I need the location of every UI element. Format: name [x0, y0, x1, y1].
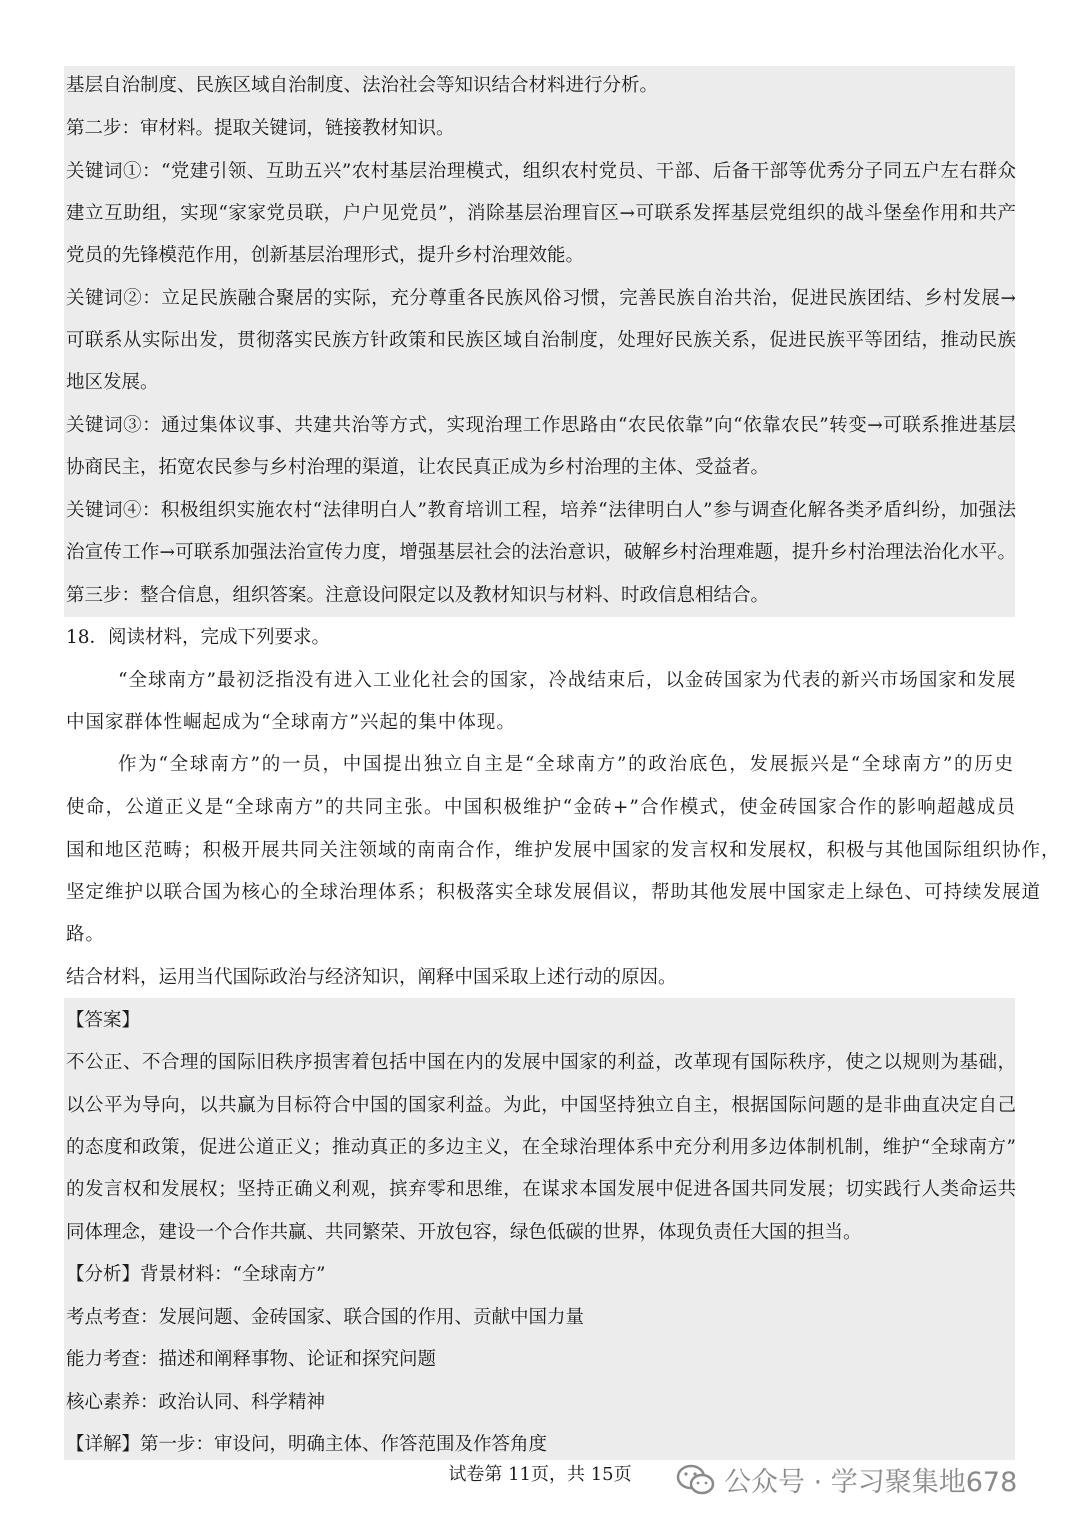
analysis-line: 能力考查：描述和阐释事物、论证和探究问题 — [66, 1349, 437, 1370]
material-line: 使命，公道正义是“全球南方”的共同主张。中国积极维护“金砖+”合作模式，使金砖国家合作的影响超越成员 — [66, 797, 1016, 818]
material-line: 坚定维护以联合国为核心的全球治理体系；积极落实全球发展倡议，帮助其他发展中国家走上绿色、可持续发展道 — [66, 882, 1042, 903]
text-line: 基层自治制度、民族区域自治制度、法治社会等知识结合材料进行分析。 — [66, 75, 659, 96]
watermark-text: 公众号 · 学习聚集地678 — [724, 1467, 1018, 1498]
answer-line: 的发言权和发展权；坚持正确义利观，摈弃零和思维，在谋求本国发展中促进各国共同发展；切实践行人类命运共 — [66, 1179, 1016, 1200]
analysis-line: 核心素养：政治认同、科学精神 — [66, 1392, 326, 1413]
analysis-heading: 【分析】背景材料：“全球南方” — [66, 1264, 326, 1285]
answer-line: 不公正、不合理的国际旧秩序损害着包括中国在内的发展中国家的利益，改革现有国际秩序，使之以规则为基础， — [66, 1052, 1016, 1073]
watermark — [676, 1460, 1017, 1499]
analysis-line: 考点考查：发展问题、金砖国家、联合国的作用、贡献中国力量 — [66, 1307, 585, 1328]
text-line: 关键词②：立足民族融合聚居的实际，充分尊重各民族风俗习惯，完善民族自治共治，促进民族团结、乡村发展→ — [66, 288, 1016, 309]
answer-heading: 【答案】 — [66, 1010, 141, 1031]
material-line: 中国家群体性崛起成为“全球南方”兴起的集中体现。 — [66, 712, 516, 733]
text-line: 第三步：整合信息，组织答案。注意设问限定以及教材知识与材料、时政信息相结合。 — [66, 585, 770, 606]
text-line: 党员的先锋模范作用，创新基层治理形式，提升乡村治理效能。 — [66, 245, 585, 266]
page-footer: 试卷第 11页，共 15页 — [448, 1464, 632, 1485]
wechat-icon — [676, 1464, 716, 1496]
text-line: 地区发展。 — [66, 372, 159, 393]
text-line: 关键词①：“党建引领、互助五兴”农村基层治理模式，组织农村党员、干部、后备干部等优秀分子同五户左右群众 — [66, 161, 1016, 182]
text-line: 治宣传工作→可联系加强法治宣传力度，增强基层社会的法治意识，破解乡村治理难题，提升乡村治理法治化水平。 — [66, 542, 1016, 563]
text-line: 关键词④：积极组织实施农村“法律明白人”教育培训工程，培养“法律明白人”参与调查化解各类矛盾纠纷，加强法 — [66, 500, 1016, 521]
detail-heading: 【详解】第一步：审设问，明确主体、作答范围及作答角度 — [66, 1434, 548, 1455]
material-line: 国和地区范畴；积极开展共同关注领域的南南合作，维护发展中国家的发言权和发展权，积极与其他国际组织协作， — [66, 840, 1061, 861]
material-line: 路。 — [66, 924, 106, 945]
material-line: 作为“全球南方”的一员，中国提出独立自主是“全球南方”的政治底色，发展振兴是“全球南方”的历史 — [118, 754, 1014, 775]
answer-line: 以公平为导向，以共赢为目标符合中国的国家利益。为此，中国坚持独立自主，根据国际问题的是非曲直决定自己 — [66, 1095, 1016, 1116]
answer-line: 的态度和政策，促进公道正义；推动真正的多边主义，在全球治理体系中充分利用多边体制机制，维护“全球南方” — [66, 1137, 1016, 1158]
text-line: 关键词③：通过集体议事、共建共治等方式，实现治理工作思路由“农民依靠”向“依靠农民”转变→可联系推进基层 — [66, 415, 1016, 436]
answer-line: 同体理念，建设一个合作共赢、共同繁荣、开放包容，绿色低碳的世界，体现负责任大国的担当。 — [66, 1222, 862, 1243]
text-line: 协商民主，拓宽农民参与乡村治理的渠道，让农民真正成为乡村治理的主体、受益者。 — [66, 457, 770, 478]
text-line: 建立互助组，实现“家家党员联，户户见党员”，消除基层治理盲区→可联系发挥基层党组织的战斗堡垒作用和共产 — [66, 203, 1016, 224]
text-line: 可联系从实际出发，贯彻落实民族方针政策和民族区域自治制度，处理好民族关系，促进民族平等团结，推动民族 — [66, 330, 1016, 351]
text-line: 第二步：审材料。提取关键词，链接教材知识。 — [66, 118, 455, 139]
material-line: “全球南方”最初泛指没有进入工业化社会的国家，冷战结束后，以金砖国家为代表的新兴市场国家和发展 — [118, 670, 1017, 691]
question-heading: 18．阅读材料，完成下列要求。 — [66, 627, 331, 648]
question-prompt: 结合材料，运用当代国际政治与经济知识，阐释中国采取上述行动的原因。 — [66, 967, 677, 988]
